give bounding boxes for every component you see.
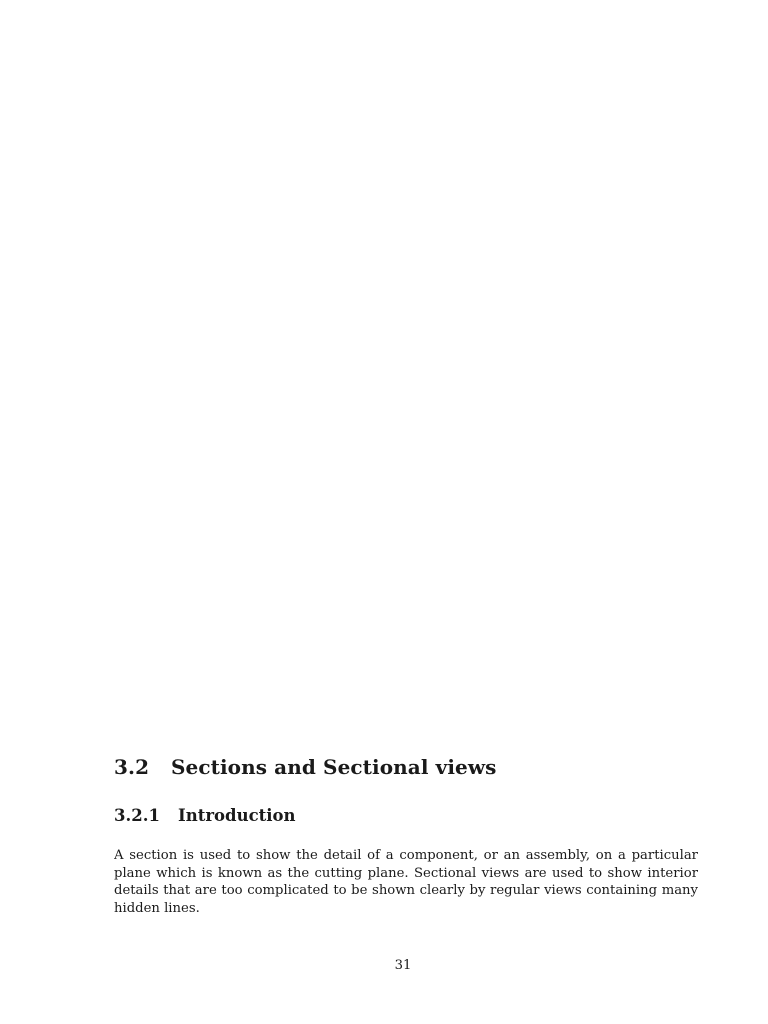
subsection-title: Introduction bbox=[178, 806, 296, 825]
subsection-heading bbox=[114, 806, 296, 825]
body-paragraph bbox=[114, 847, 698, 917]
paragraph-line: A section is used to show the detail of a component, or an assembly, on a particular bbox=[114, 848, 698, 863]
paragraph-line: details that are too complicated to be shown clearly by regular views containing many bbox=[114, 883, 698, 899]
page-number: 31 bbox=[394, 958, 412, 973]
subsection-number: 3.2.1 bbox=[114, 806, 160, 825]
section-number: 3.2 bbox=[114, 755, 150, 779]
section-title: Sections and Sectional views bbox=[171, 755, 497, 779]
paragraph-line: hidden lines. bbox=[114, 900, 200, 916]
paragraph-line: plane which is known as the cutting plane. Sectional views are used to show interior bbox=[114, 865, 698, 881]
section-heading bbox=[114, 755, 497, 779]
